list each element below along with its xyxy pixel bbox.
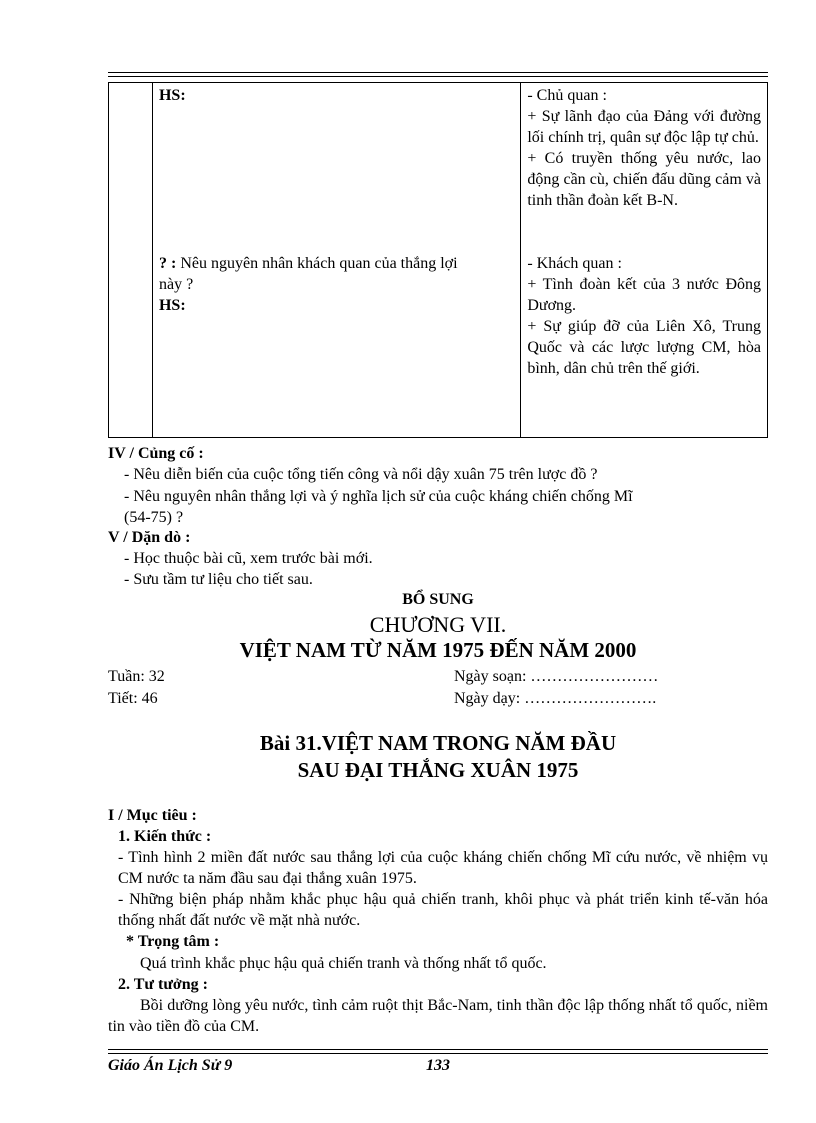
header-rule-bottom [108, 76, 768, 77]
page-number: 133 [426, 1057, 450, 1074]
homework-item-2: - Sưu tầm tư liệu cho tiết sau. [124, 571, 313, 588]
subjective-point-2: + Có truyền thống yêu nước, lao động cần cù, chiến đấu dũng cảm và tinh thần đoàn kết B-N. [527, 150, 761, 209]
homework-heading: V / Dặn dò : [108, 529, 191, 546]
table-cell-answers [521, 83, 768, 438]
knowledge-point-1: - Tình hình 2 miền đất nước sau thắng lợi của cuộc kháng chiến chống Mĩ cứu nước, về nhiệm vụ CM nước ta năm đầu sau đại thắng xuân 1975. [118, 849, 768, 887]
consolidation-heading: IV / Củng cố : [108, 445, 204, 462]
knowledge-point-2: - Những biện pháp nhằm khắc phục hậu quả chiến tranh, khôi phục và phát triển kinh tế-văn hóa thống nhất đất nước về mặt nhà nước. [118, 891, 768, 929]
knowledge-heading: 1. Kiến thức : [118, 828, 212, 845]
table-cell-empty [109, 83, 153, 438]
thought-text: Bồi dưỡng lòng yêu nước, tình cảm ruột thịt Bắc-Nam, tinh thần độc lập thống nhất tổ quốc, niềm tin vào tiền đồ của CM. [108, 997, 768, 1035]
chapter-number: CHƯƠNG VII. [369, 612, 507, 637]
objectives-heading: I / Mục tiêu : [108, 807, 197, 824]
supplement-label: BỔ SUNG [402, 591, 474, 608]
objective-title: - Khách quan : [527, 255, 622, 272]
chapter-title: VIỆT NAM TỪ NĂM 1975 ĐẾN NĂM 2000 [239, 638, 637, 662]
header-rule-top [108, 72, 768, 73]
question-continued: này ? [158, 276, 194, 293]
hs-label-2: HS: [158, 297, 186, 314]
subjective-title: - Chủ quan : [527, 87, 607, 104]
footer-rule-top [108, 1049, 768, 1050]
objective-point-2: + Sự giúp đỡ của Liên Xô, Trung Quốc và các lược lượng CM, hòa bình, dân chủ trên thế giới. [527, 318, 761, 377]
footer-rule-bottom [108, 1053, 768, 1054]
question: ? : Nêu nguyên nhân khách quan của thắng lợi [158, 255, 458, 272]
table-row [109, 83, 768, 438]
consolidation-item-2: - Nêu nguyên nhân thắng lợi và ý nghĩa lịch sử của cuộc kháng chiến chống Mĩ [124, 488, 633, 505]
consolidation-item-2-cont: (54-75) ? [124, 509, 184, 526]
homework-item-1: - Học thuộc bài cũ, xem trước bài mới. [124, 550, 373, 567]
table-cell-activities [152, 83, 520, 438]
thought-heading: 2. Tư tưởng : [118, 976, 208, 993]
prep-date: Ngày soạn: …………………… [454, 668, 659, 685]
footer-title: Giáo Án Lịch Sử 9 [108, 1057, 233, 1074]
focus-heading: * Trọng tâm : [126, 933, 220, 950]
subjective-point-1: + Sự lãnh đạo của Đảng với đường lối chính trị, quân sự độc lập tự chủ. [527, 108, 761, 146]
week: Tuần: 32 [108, 668, 165, 685]
objective-point-1: + Tình đoàn kết của 3 nước Đông Dương. [527, 276, 761, 314]
consolidation-item-1: - Nêu diễn biến của cuộc tổng tiến công và nổi dậy xuân 75 trên lược đồ ? [124, 466, 598, 483]
lesson-table [108, 82, 768, 438]
hs-label: HS: [158, 87, 186, 104]
teach-date: Ngày dạy: ……………………. [454, 690, 657, 707]
lesson-title-line-2: SAU ĐẠI THẮNG XUÂN 1975 [297, 758, 579, 782]
period: Tiết: 46 [108, 690, 158, 707]
focus-text: Quá trình khắc phục hậu quả chiến tranh và thống nhất tổ quốc. [140, 955, 547, 972]
lesson-title-line-1: Bài 31.VIỆT NAM TRONG NĂM ĐẦU [259, 731, 617, 755]
